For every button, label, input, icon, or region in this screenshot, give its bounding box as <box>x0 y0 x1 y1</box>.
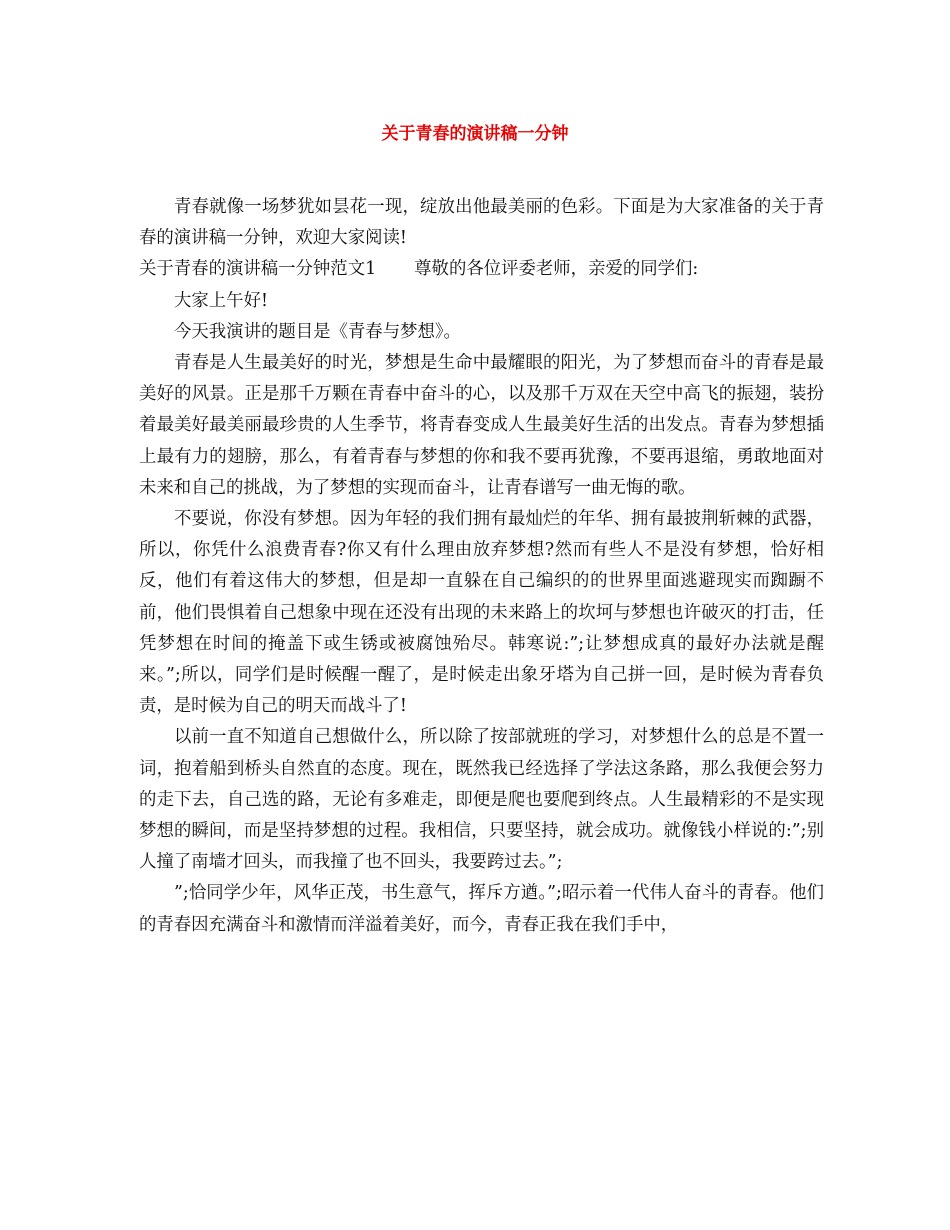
document-body <box>139 192 824 941</box>
body-paragraph: 不要说，你没有梦想。因为年轻的我们拥有最灿烂的年华、拥有最披荆斩棘的武器，所以，你凭什么浪费青春?你又有什么理由放弃梦想?然而有些人不是没有梦想，恰好相反，他们有着这伟大的梦想，但是却一直躲在自己编织的的世界里面逃避现实而踟蹰不前，他们畏惧着自己想象中现在还没有出现的未来路上的坎坷与梦想也许破灭的打击，任凭梦想在时间的掩盖下或生锈或被腐蚀殆尽。韩寒说:”;让梦想成真的最好办法就是醒来。”;所以，同学们是时候醒一醒了，是时候走出象牙塔为自己拼一回，是时候为青春负责，是时候为自己的明天而战斗了! <box>139 509 824 717</box>
document-title: 关于青春的演讲稿一分钟 <box>381 124 569 144</box>
intro-paragraph: 青春就像一场梦犹如昙花一现，绽放出他最美丽的色彩。下面是为大家准备的关于青春的演讲稿一分钟，欢迎大家阅读! <box>139 197 824 249</box>
body-paragraph: 青春是人生最美好的时光，梦想是生命中最耀眼的阳光，为了梦想而奋斗的青春是最美好的风景。正是那千万颗在青春中奋斗的心，以及那千万双在天空中高飞的振翅，装扮着最美好最美丽最珍贵的人生季节，将青春变成人生最美好生活的出发点。青春为梦想插上最有力的翅膀，那么，有着青春与梦想的你和我不要再犹豫，不要再退缩，勇敢地面对未来和自己的挑战，为了梦想的实现而奋斗，让青春谱写一曲无悔的歌。 <box>139 353 824 498</box>
section-heading: 关于青春的演讲稿一分钟范文1 <box>139 259 377 280</box>
speech-topic: 今天我演讲的题目是《青春与梦想》。 <box>174 321 461 342</box>
greeting: 大家上午好! <box>174 290 268 311</box>
body-paragraph: ”;恰同学少年，风华正茂，书生意气，挥斥方遒。”;昭示着一代伟人奋斗的青春。他们的青春因充满奋斗和激情而洋溢着美好，而今，青春正我在我们手中， <box>139 883 824 935</box>
salutation: 尊敬的各位评委老师，亲爱的同学们: <box>414 259 699 280</box>
section-heading-line <box>139 254 824 285</box>
body-paragraph: 以前一直不知道自己想做什么，所以除了按部就班的学习，对梦想什么的总是不置一词，抱着船到桥头自然直的态度。现在，既然我已经选择了学法这条路，那么我便会努力的走下去，自己选的路，无论有多难走，即便是爬也要爬到终点。人生最精彩的不是实现梦想的瞬间，而是坚持梦想的过程。我相信，只要坚持，就会成功。就像钱小样说的:”;别人撞了南墙才回头，而我撞了也不回头，我要跨过去。”; <box>139 727 824 873</box>
